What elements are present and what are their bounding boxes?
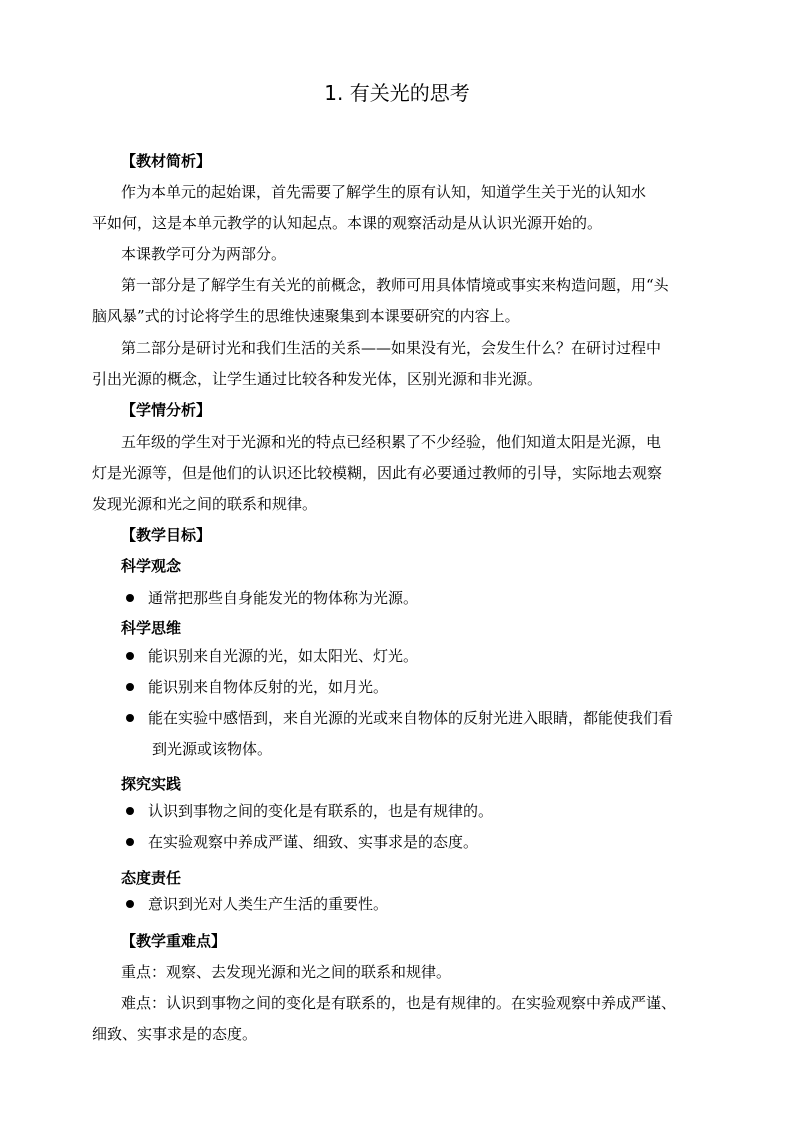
paragraph-line: 作为本单元的起始课，首先需要了解学生的原有认知，知道学生关于光的认知水 bbox=[121, 183, 647, 201]
list-item: 能识别来自物体反射的光，如月光。 bbox=[148, 678, 389, 696]
list-item: 在实验观察中养成严谨、细致、实事求是的态度。 bbox=[148, 833, 479, 851]
section-heading-textbook-analysis: 【教材简析】 bbox=[121, 152, 212, 170]
paragraph-line: 脑风暴”式的讨论将学生的思维快速聚集到本课要研究的内容上。 bbox=[92, 307, 520, 325]
subheading-inquiry-practice: 探究实践 bbox=[121, 775, 182, 793]
bullet-icon bbox=[126, 594, 134, 602]
bullet-icon bbox=[126, 683, 134, 691]
bullet-icon bbox=[126, 838, 134, 846]
page-title: 1. 有关光的思考 bbox=[324, 81, 470, 105]
bullet-icon bbox=[126, 652, 134, 660]
bullet-icon bbox=[126, 714, 134, 722]
list-item: 认识到事物之间的变化是有联系的，也是有规律的。 bbox=[148, 802, 494, 820]
paragraph-line: 引出光源的概念，让学生通过比较各种发光体，区别光源和非光源。 bbox=[92, 370, 543, 388]
section-heading-key-difficult-points: 【教学重难点】 bbox=[121, 932, 227, 950]
paragraph-line: 本课教学可分为两部分。 bbox=[121, 245, 287, 263]
section-heading-student-analysis: 【学情分析】 bbox=[121, 401, 212, 419]
subheading-scientific-thinking: 科学思维 bbox=[121, 619, 182, 637]
bullet-icon bbox=[126, 900, 134, 908]
list-item: 意识到光对人类生产生活的重要性。 bbox=[148, 895, 389, 913]
paragraph-line: 发现光源和光之间的联系和规律。 bbox=[92, 495, 318, 513]
subheading-scientific-concepts: 科学观念 bbox=[121, 557, 182, 575]
list-item: 能在实验中感悟到，来自光源的光或来自物体的反射光进入眼睛，都能使我们看 bbox=[148, 709, 674, 727]
list-item: 能识别来自光源的光，如太阳光、灯光。 bbox=[148, 647, 419, 665]
paragraph-line: 第一部分是了解学生有关光的前概念，教师可用具体情境或事实来构造问题，用“头 bbox=[121, 276, 669, 294]
paragraph-line: 细致、实事求是的态度。 bbox=[92, 1025, 258, 1043]
list-item-continuation: 到光源或该物体。 bbox=[152, 740, 273, 758]
paragraph-line: 灯是光源等，但是他们的认识还比较模糊，因此有必要通过教师的引导，实际地去观察 bbox=[92, 464, 663, 482]
list-item: 通常把那些自身能发光的物体称为光源。 bbox=[148, 589, 419, 607]
paragraph-line: 难点：认识到事物之间的变化是有联系的，也是有规律的。在实验观察中养成严谨、 bbox=[121, 994, 677, 1012]
section-heading-teaching-goals: 【教学目标】 bbox=[121, 526, 212, 544]
subheading-attitude-responsibility: 态度责任 bbox=[121, 869, 182, 887]
paragraph-line: 第二部分是研讨光和我们生活的关系——如果没有光，会发生什么？在研讨过程中 bbox=[121, 339, 662, 357]
paragraph-line: 五年级的学生对于光源和光的特点已经积累了不少经验，他们知道太阳是光源，电 bbox=[121, 433, 662, 451]
bullet-icon bbox=[126, 807, 134, 815]
paragraph-line: 平如何，这是本单元教学的认知起点。本课的观察活动是从认识光源开始的。 bbox=[92, 214, 603, 232]
paragraph-line: 重点：观察、去发现光源和光之间的联系和规律。 bbox=[121, 963, 452, 981]
